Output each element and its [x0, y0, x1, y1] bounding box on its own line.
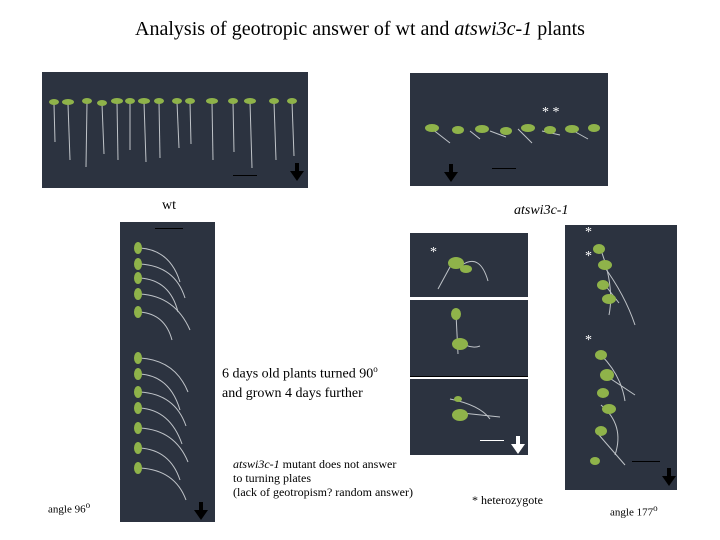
scale-bar	[480, 440, 504, 441]
mutant-note	[233, 457, 413, 499]
scale-bar	[632, 461, 660, 462]
heterozygote-marker: *	[585, 333, 592, 348]
down-arrow-icon	[444, 164, 458, 182]
wt-plate-photo	[42, 72, 308, 188]
down-arrow-icon	[662, 468, 676, 486]
heterozygote-marker: * *	[542, 105, 560, 120]
wt-turned-plate-photo	[120, 222, 215, 522]
mutant-turned-seedlings-image-2	[410, 300, 528, 376]
down-arrow-icon	[194, 502, 208, 520]
divider-line	[410, 376, 528, 377]
scale-bar	[155, 228, 183, 229]
angle-left	[48, 500, 90, 516]
mutant-note-italic: atswi3c-1	[233, 457, 280, 471]
wt-turned-seedlings-image	[120, 222, 215, 522]
title-suffix: plants	[532, 18, 585, 40]
turn-note-line2: and grown 4 days further	[222, 385, 363, 401]
angle-right-text: angle 177	[610, 506, 654, 519]
mutant-turned-photo-2	[410, 300, 528, 376]
degree-symbol: o	[85, 500, 91, 510]
page-title	[0, 18, 720, 41]
turn-note	[222, 360, 378, 403]
scale-bar	[233, 175, 257, 176]
mutant-turned-photo-1	[410, 233, 528, 297]
mutant-label: atswi3c-1	[514, 203, 569, 218]
heterozygote-marker: *	[430, 245, 437, 260]
scale-bar	[492, 168, 516, 169]
heterozygote-legend: * heterozygote	[472, 493, 543, 507]
mutant-seedlings-image	[410, 73, 608, 186]
angle-left-text: angle 96	[48, 503, 86, 516]
turn-note-line1: 6 days old plants turned 90	[222, 366, 374, 382]
mutant-tall-seedlings-image	[565, 225, 677, 490]
angle-right	[610, 503, 658, 519]
heterozygote-marker: *	[585, 249, 592, 264]
wt-seedlings-image	[42, 72, 308, 188]
title-text: Analysis of geotropic answer of wt and	[135, 18, 455, 40]
down-arrow-icon	[290, 163, 304, 181]
mutant-note-line3: (lack of geotropism? random answer)	[233, 485, 413, 499]
mutant-note-line2: to turning plates	[233, 471, 311, 485]
degree-symbol: o	[653, 503, 658, 513]
wt-label: wt	[162, 198, 176, 213]
title-italic: atswi3c-1	[454, 18, 533, 40]
mutant-turned-seedlings-image-1	[410, 233, 528, 297]
mutant-note-line1: mutant does not answer	[279, 457, 397, 471]
mutant-plate-photo	[410, 73, 608, 186]
heterozygote-marker: *	[585, 225, 592, 240]
mutant-tall-plate-photo	[565, 225, 677, 490]
down-arrow-icon	[511, 436, 525, 454]
degree-symbol: o	[373, 364, 378, 374]
